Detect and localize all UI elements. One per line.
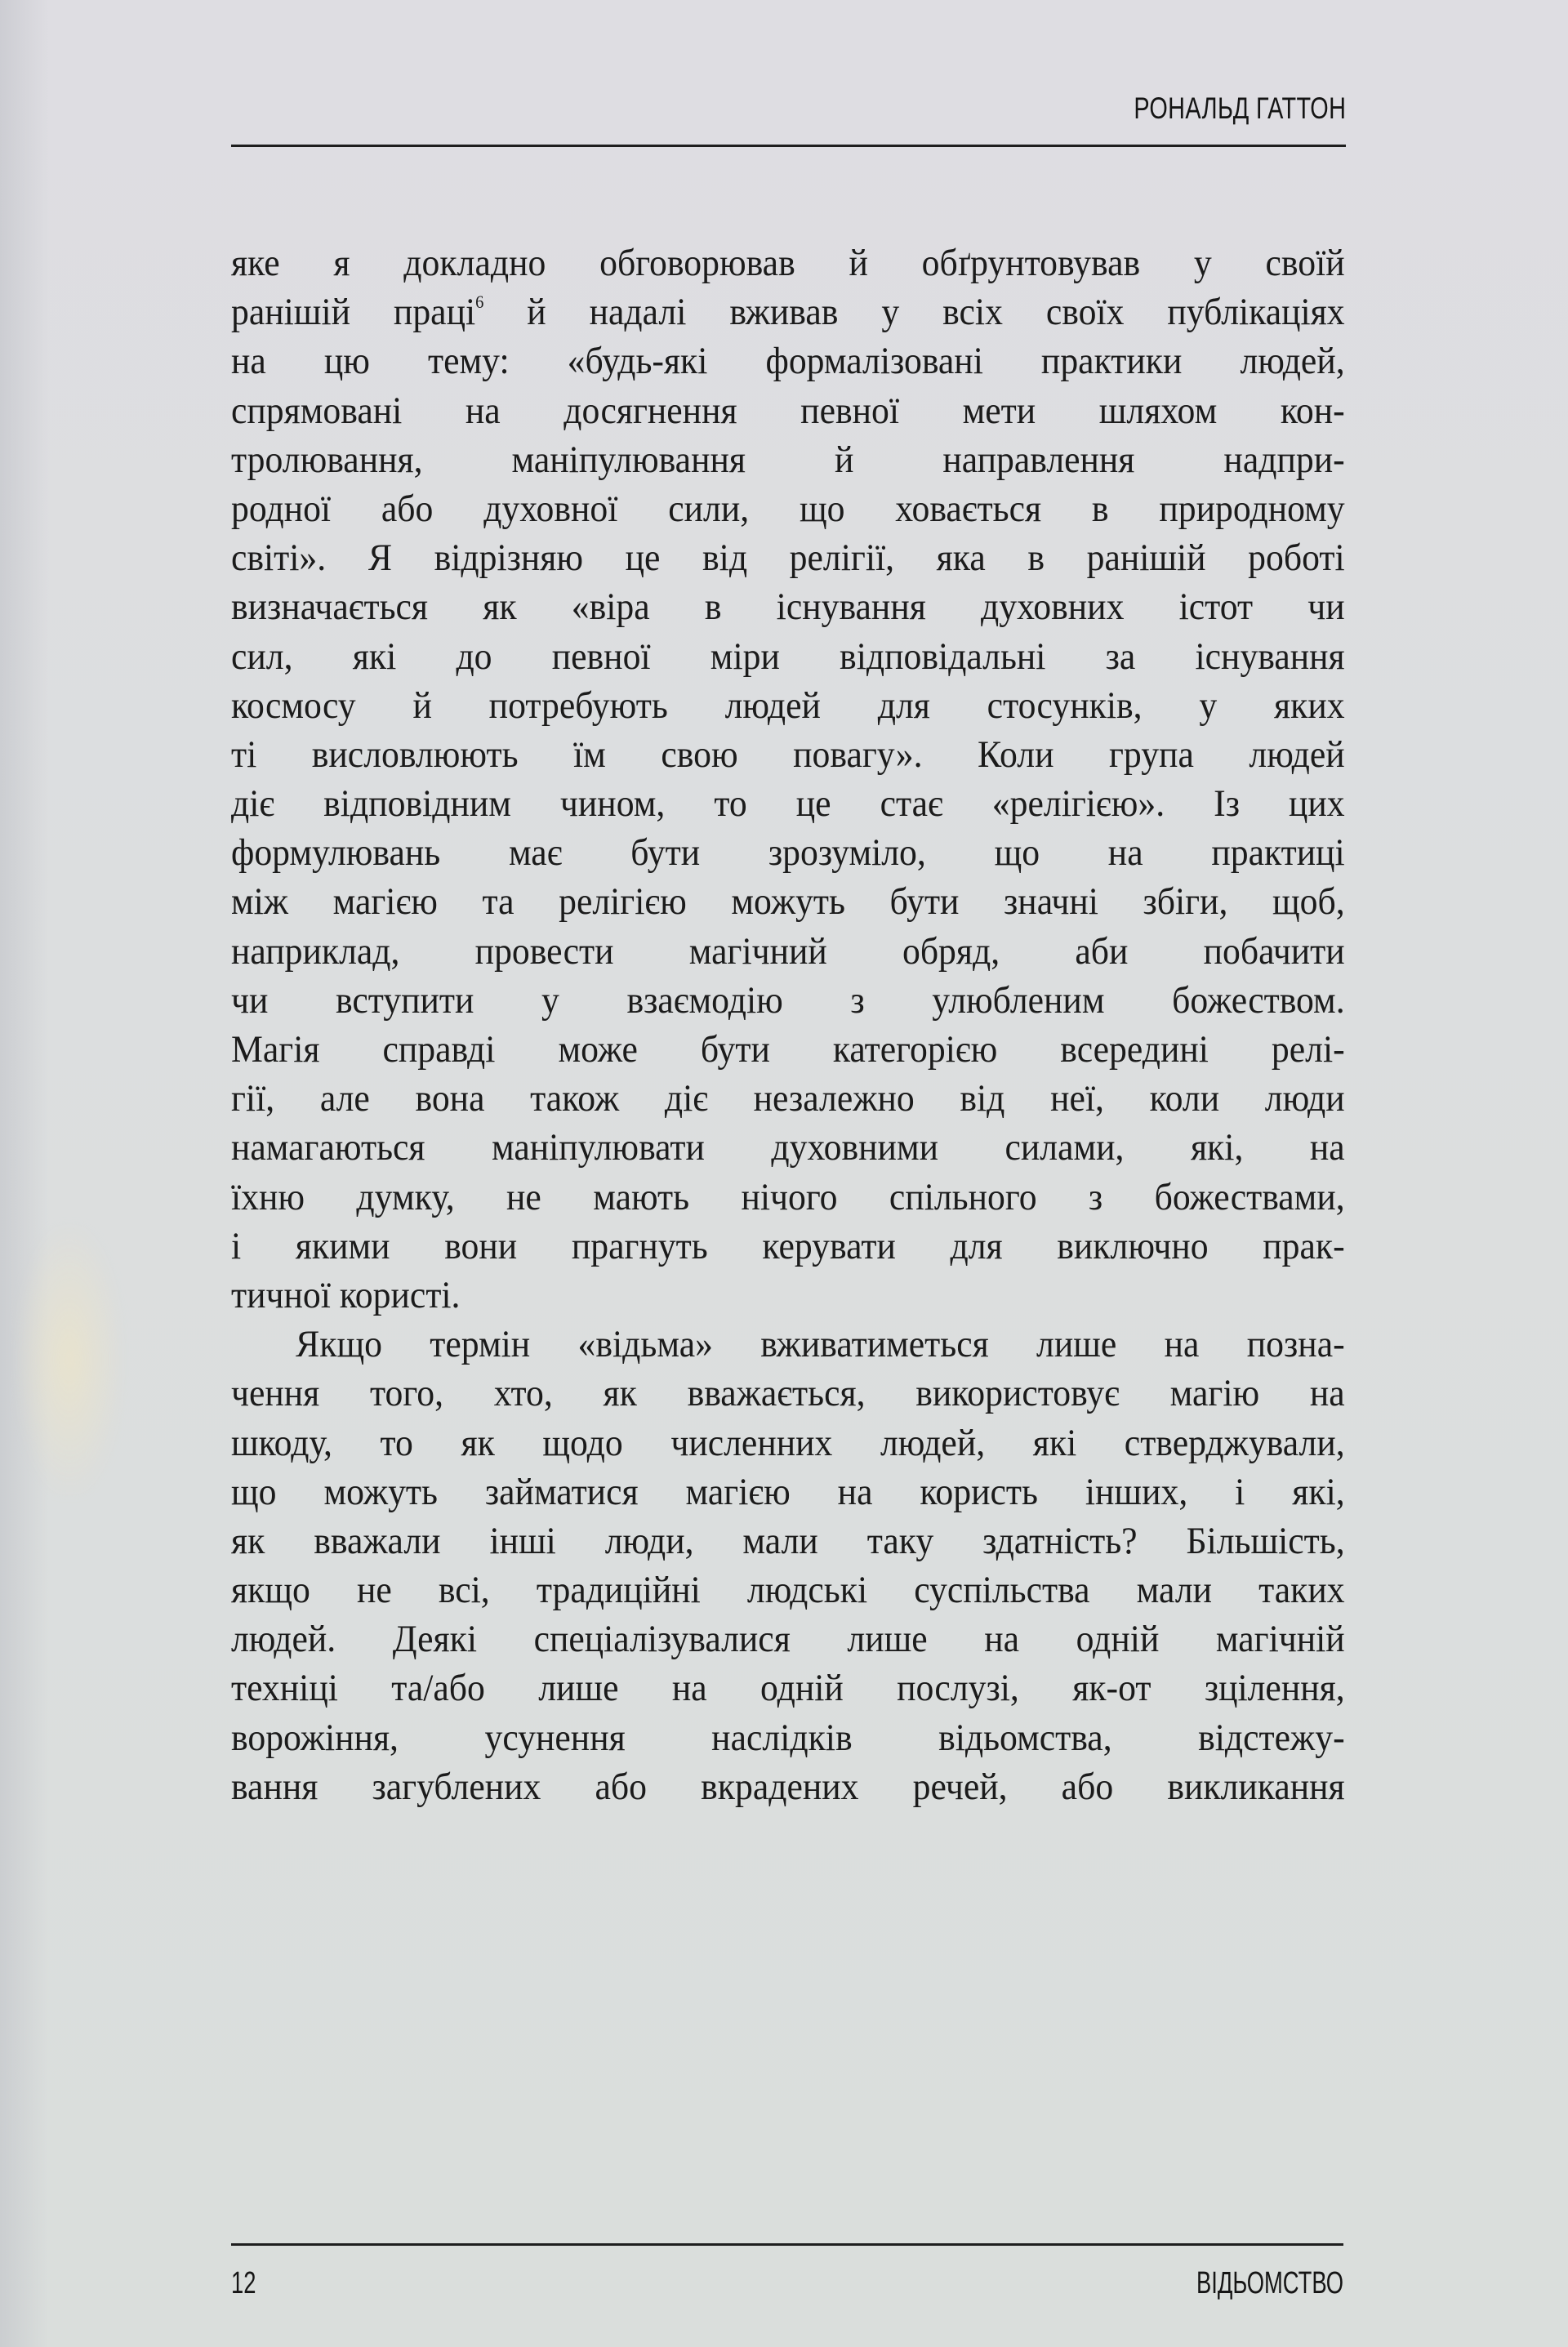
text-line: якщо не всі, традиційні людські суспільства мали таких <box>231 1569 1345 1612</box>
text-line: вання загублених або вкрадених речей, або викликання <box>231 1765 1345 1808</box>
text-line: намагаються маніпулювати духовними силами, які, на <box>231 1126 1345 1169</box>
text-fragment: й надалі вживав у всіх своїх публікаціях <box>483 291 1345 334</box>
text-line: тролювання, маніпулювання й направлення надпри- <box>231 438 1345 481</box>
text-line: ворожіння, усунення наслідків відьомства, відстежу- <box>231 1716 1345 1759</box>
text-line: чення того, хто, як вважається, використовує магію на <box>231 1372 1345 1415</box>
text-line: шкоду, то як щодо численних людей, які стверджували, <box>231 1421 1345 1464</box>
text-line-with-footnote <box>231 287 1345 336</box>
page-edge-shadow <box>0 0 49 2347</box>
text-line: сил, які до певної міри відповідальні за існування <box>231 635 1345 678</box>
text-line: наприклад, провести магічний обряд, аби побачити <box>231 929 1345 973</box>
text-line: чи вступити у взаємодію з улюбленим божеством. <box>231 978 1345 1022</box>
page-light-glare <box>16 1225 122 1494</box>
text-line: їхню думку, не мають нічого спільного з божествами, <box>231 1175 1345 1218</box>
footer-rule <box>231 2243 1343 2246</box>
running-head-author: РОНАЛЬД ГАТТОН <box>1133 91 1346 125</box>
text-line: техніці та/або лише на одній послузі, як-от зцілення, <box>231 1667 1345 1710</box>
text-line: людей. Деякі спеціалізувалися лише на одній магічній <box>231 1618 1345 1661</box>
text-line: як вважали інші люди, мали таку здатність? Більшість, <box>231 1519 1345 1562</box>
footnote-marker[interactable]: 6 <box>475 292 484 313</box>
text-line-paragraph-end: тичної користі. <box>231 1273 461 1316</box>
header-rule <box>231 145 1346 147</box>
text-line: ті висловлюють їм свою повагу». Коли група людей <box>231 733 1345 776</box>
text-line: діє відповідним чином, то це стає «релігією». Із цих <box>231 782 1345 826</box>
text-line: на цю тему: «будь-які формалізовані практики людей, <box>231 340 1345 383</box>
text-line: яке я докладно обговорював й обґрунтовував у своїй <box>231 242 1345 284</box>
page-number: 12 <box>231 2266 256 2300</box>
running-foot-title: ВІДЬОМСТВО <box>1196 2266 1343 2300</box>
text-line-paragraph-start: Якщо термін «відьма» вживатиметься лише на позна- <box>296 1323 1345 1366</box>
text-line: гії, але вона також діє незалежно від неї, коли люди <box>231 1077 1345 1120</box>
text-line: Магія справді може бути категорією всередині релі- <box>231 1028 1345 1071</box>
text-line: космосу й потребують людей для стосунків, у яких <box>231 684 1345 727</box>
text-fragment: ранішій праці <box>231 291 476 334</box>
text-line: спрямовані на досягнення певної мети шляхом кон- <box>231 389 1345 432</box>
text-line: формулювань має бути зрозуміло, що на практиці <box>231 831 1345 875</box>
text-line: родної або духовної сили, що ховається в природному <box>231 487 1345 530</box>
text-line: світі». Я відрізняю це від релігії, яка в ранішій роботі <box>231 537 1345 580</box>
text-line: і якими вони прагнуть керувати для виключно прак- <box>231 1224 1345 1267</box>
text-line: між магією та релігією можуть бути значні збіги, щоб, <box>231 880 1345 924</box>
body-text <box>231 238 1345 1811</box>
text-line: що можуть займатися магією на користь інших, і які, <box>231 1470 1345 1513</box>
text-line: визначається як «віра в існування духовних істот чи <box>231 586 1345 629</box>
